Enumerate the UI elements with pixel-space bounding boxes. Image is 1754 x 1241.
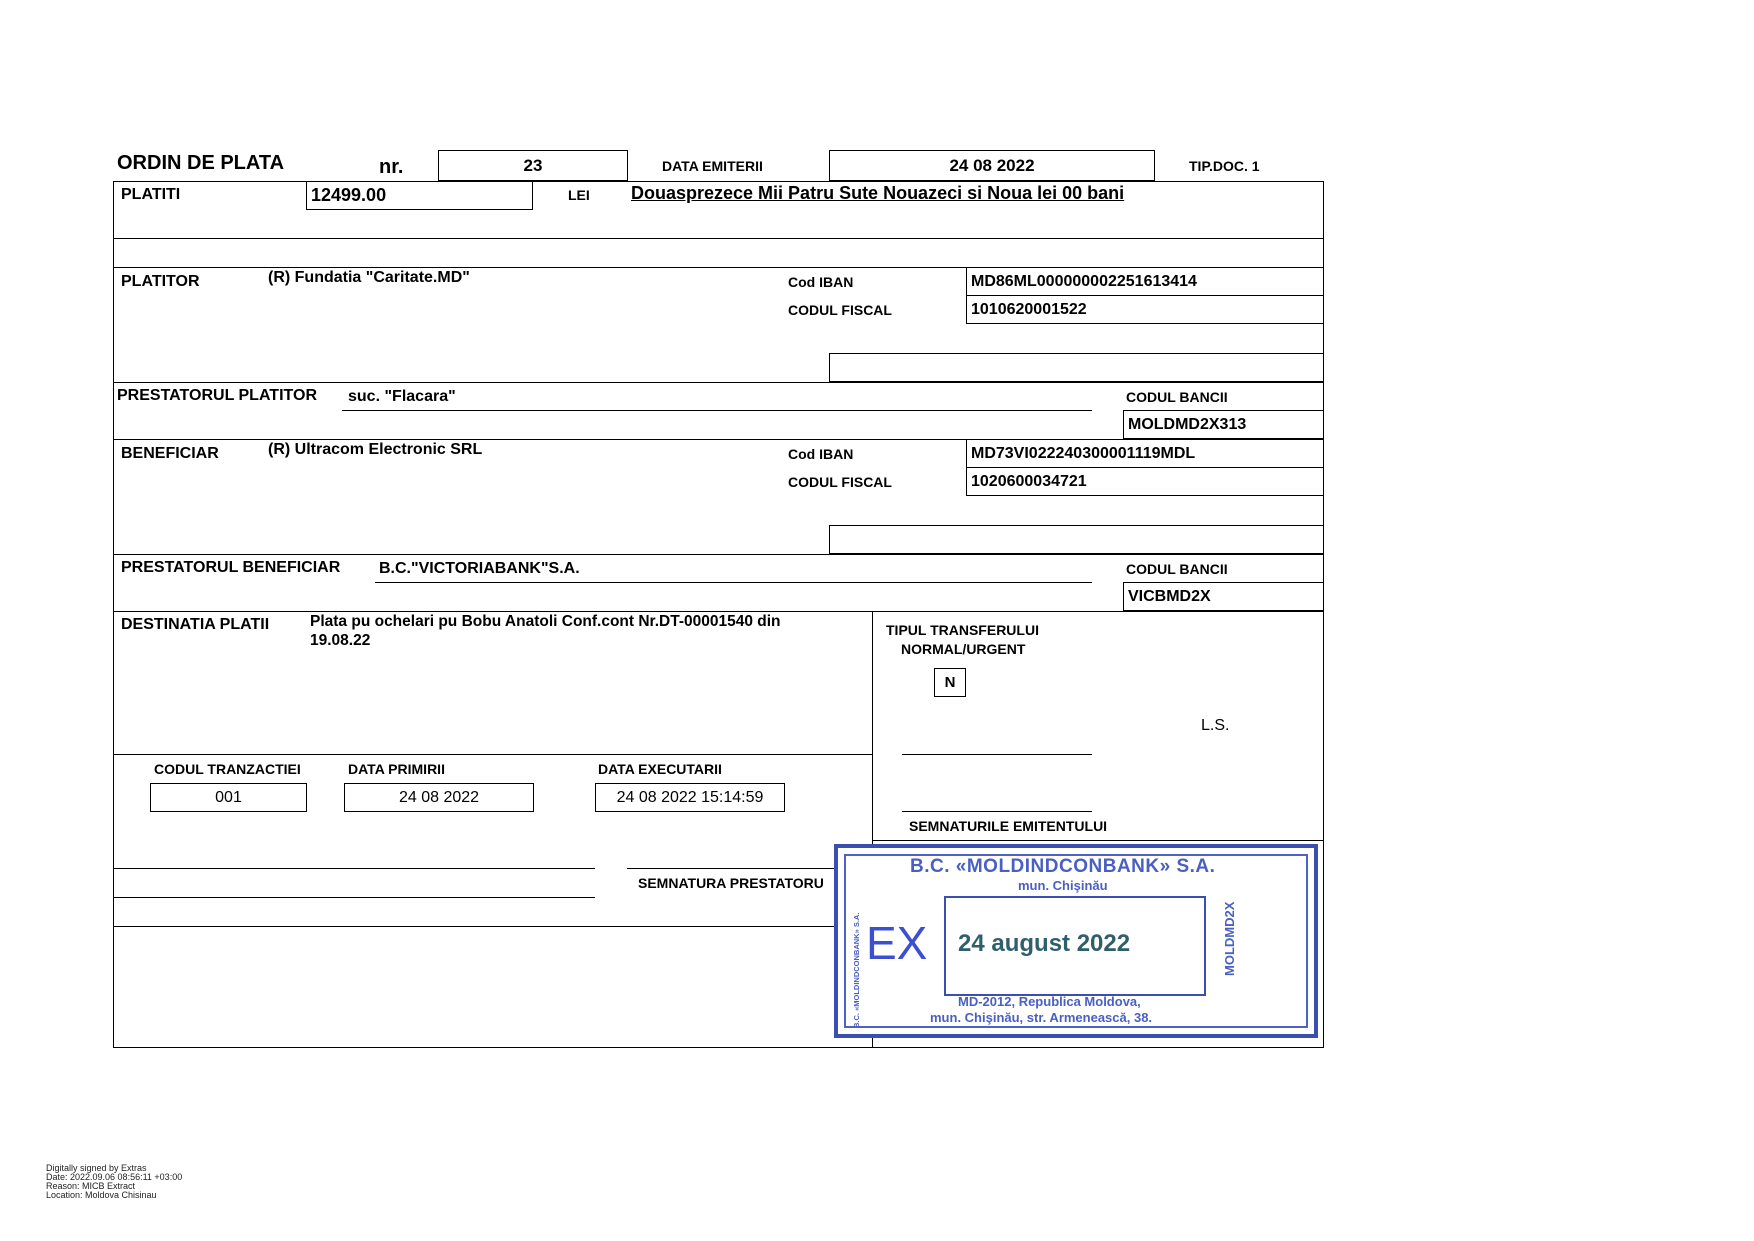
beneficiary-bank-code-label: CODUL BANCII bbox=[1126, 561, 1228, 577]
divider bbox=[113, 897, 595, 898]
signature-line bbox=[902, 754, 1092, 755]
beneficiary-provider-label: PRESTATORUL BENEFICIAR bbox=[121, 559, 341, 576]
divider bbox=[113, 611, 1324, 612]
stamp-ex: EX bbox=[866, 917, 928, 969]
beneficiary-fiscal-field bbox=[966, 467, 1324, 496]
divider bbox=[113, 926, 873, 927]
signature-line bbox=[902, 811, 1092, 812]
executed-date-value: 24 08 2022 15:14:59 bbox=[616, 788, 764, 806]
signature-line-3: Reason: MICB Extract bbox=[46, 1181, 136, 1191]
payer-provider-underline bbox=[342, 410, 1092, 411]
payer-bank-code-label: CODUL BANCII bbox=[1126, 389, 1228, 405]
payer-iban-value: MD86ML000000002251613414 bbox=[971, 272, 1197, 290]
divider bbox=[113, 868, 595, 869]
divider bbox=[113, 554, 1324, 555]
beneficiary-label: BENEFICIAR bbox=[121, 445, 219, 462]
destination-line-2: 19.08.22 bbox=[310, 632, 371, 649]
divider bbox=[872, 840, 1324, 841]
transaction-code-label: CODUL TRANZACTIEI bbox=[154, 761, 301, 777]
received-date-value: 24 08 2022 bbox=[398, 788, 480, 806]
ls-mark: L.S. bbox=[1201, 717, 1230, 734]
beneficiary-iban-label: Cod IBAN bbox=[788, 446, 854, 462]
digital-signature-note bbox=[46, 1164, 182, 1200]
data-emiterii-label: DATA EMITERII bbox=[662, 158, 763, 174]
currency-label: LEI bbox=[568, 187, 590, 203]
divider bbox=[113, 382, 1324, 383]
amount-field bbox=[306, 181, 533, 210]
bank-stamp bbox=[834, 844, 1318, 1038]
issuer-signatures-label: SEMNATURILE EMITENTULUI bbox=[909, 818, 1108, 834]
payer-bank-code-value: MOLDMD2X313 bbox=[1128, 415, 1247, 433]
beneficiary-fiscal-label: CODUL FISCAL bbox=[788, 474, 892, 490]
payer-bank-code-field bbox=[1123, 410, 1324, 439]
destination-line-1: Plata pu ochelari pu Bobu Anatoli Conf.cont Nr.DT-00001540 din bbox=[310, 613, 781, 630]
transfer-type-value: N bbox=[944, 674, 956, 691]
transfer-type-sublabel: NORMAL/URGENT bbox=[901, 641, 1026, 657]
stamp-side-code: MOLDMD2X bbox=[1222, 901, 1237, 976]
data-emiterii-field bbox=[829, 150, 1155, 181]
payer-provider-name: suc. "Flacara" bbox=[348, 388, 456, 405]
beneficiary-iban-field bbox=[966, 439, 1324, 468]
payer-iban-label: Cod IBAN bbox=[788, 274, 854, 290]
payer-label: PLATITOR bbox=[121, 273, 200, 290]
data-emiterii-value: 24 08 2022 bbox=[949, 155, 1035, 175]
stamp-date: 24 august 2022 bbox=[958, 930, 1131, 957]
signature-line-1: Digitally signed by Extras bbox=[46, 1163, 147, 1173]
transfer-type-label: TIPUL TRANSFERULUI bbox=[886, 622, 1039, 638]
frame-bottom bbox=[113, 1047, 1324, 1048]
payer-extra-field bbox=[829, 353, 1324, 382]
executed-date-field bbox=[595, 783, 785, 812]
platiti-label: PLATITI bbox=[121, 186, 181, 203]
payer-fiscal-value: 1010620001522 bbox=[971, 300, 1087, 318]
transfer-type-field bbox=[934, 668, 966, 697]
divider bbox=[113, 238, 1324, 239]
signature-line-2: Date: 2022.09.06 08:56:11 +03:00 bbox=[46, 1172, 183, 1182]
signature-line-4: Location: Moldova Chisinau bbox=[46, 1190, 157, 1200]
frame-top bbox=[113, 181, 1324, 182]
executed-date-label: DATA EXECUTARII bbox=[598, 761, 722, 777]
nr-value: 23 bbox=[523, 155, 543, 175]
beneficiary-name: (R) Ultracom Electronic SRL bbox=[268, 441, 483, 458]
document-title: ORDIN DE PLATA bbox=[117, 152, 285, 174]
tip-doc: TIP.DOC. 1 bbox=[1189, 158, 1260, 174]
stamp-city: mun. Chişinău bbox=[1018, 878, 1108, 893]
beneficiary-bank-code-value: VICBMD2X bbox=[1128, 587, 1211, 605]
stamp-address-line-1: MD-2012, Republica Moldova, bbox=[958, 994, 1141, 1009]
beneficiary-provider-underline bbox=[375, 582, 1092, 583]
transaction-code-value: 001 bbox=[215, 788, 242, 806]
stamp-side-bank-name: B.C. «MOLDINDCONBANK» S.A. bbox=[852, 912, 861, 1028]
received-date-field bbox=[344, 783, 534, 812]
destination-label: DESTINATIA PLATII bbox=[121, 616, 270, 633]
beneficiary-fiscal-value: 1020600034721 bbox=[971, 472, 1087, 490]
amount-value: 12499.00 bbox=[311, 185, 387, 205]
nr-field bbox=[438, 150, 628, 181]
divider bbox=[113, 754, 873, 755]
payer-provider-label: PRESTATORUL PLATITOR bbox=[117, 387, 318, 404]
amount-in-words: Douasprezece Mii Patru Sute Nouazeci si Noua lei 00 bani bbox=[631, 183, 1125, 203]
beneficiary-iban-value: MD73VI022240300001119MDL bbox=[971, 444, 1196, 462]
payer-iban-field bbox=[966, 267, 1324, 296]
provider-signature-label: SEMNATURA PRESTATORU bbox=[638, 875, 824, 891]
received-date-label: DATA PRIMIRII bbox=[348, 761, 445, 777]
beneficiary-extra-field bbox=[829, 525, 1324, 554]
transaction-code-field bbox=[150, 783, 307, 812]
beneficiary-provider-name: B.C."VICTORIABANK"S.A. bbox=[379, 560, 580, 577]
stamp-address-line-2: mun. Chişinău, str. Armenească, 38. bbox=[930, 1010, 1153, 1025]
payer-fiscal-field bbox=[966, 295, 1324, 324]
frame-left bbox=[113, 181, 114, 1048]
payer-fiscal-label: CODUL FISCAL bbox=[788, 302, 892, 318]
payer-name: (R) Fundatia "Caritate.MD" bbox=[268, 269, 470, 286]
nr-label: nr. bbox=[379, 156, 404, 178]
beneficiary-bank-code-field bbox=[1123, 582, 1324, 611]
stamp-bank-name: B.C. «MOLDINDCONBANK» S.A. bbox=[910, 856, 1216, 877]
